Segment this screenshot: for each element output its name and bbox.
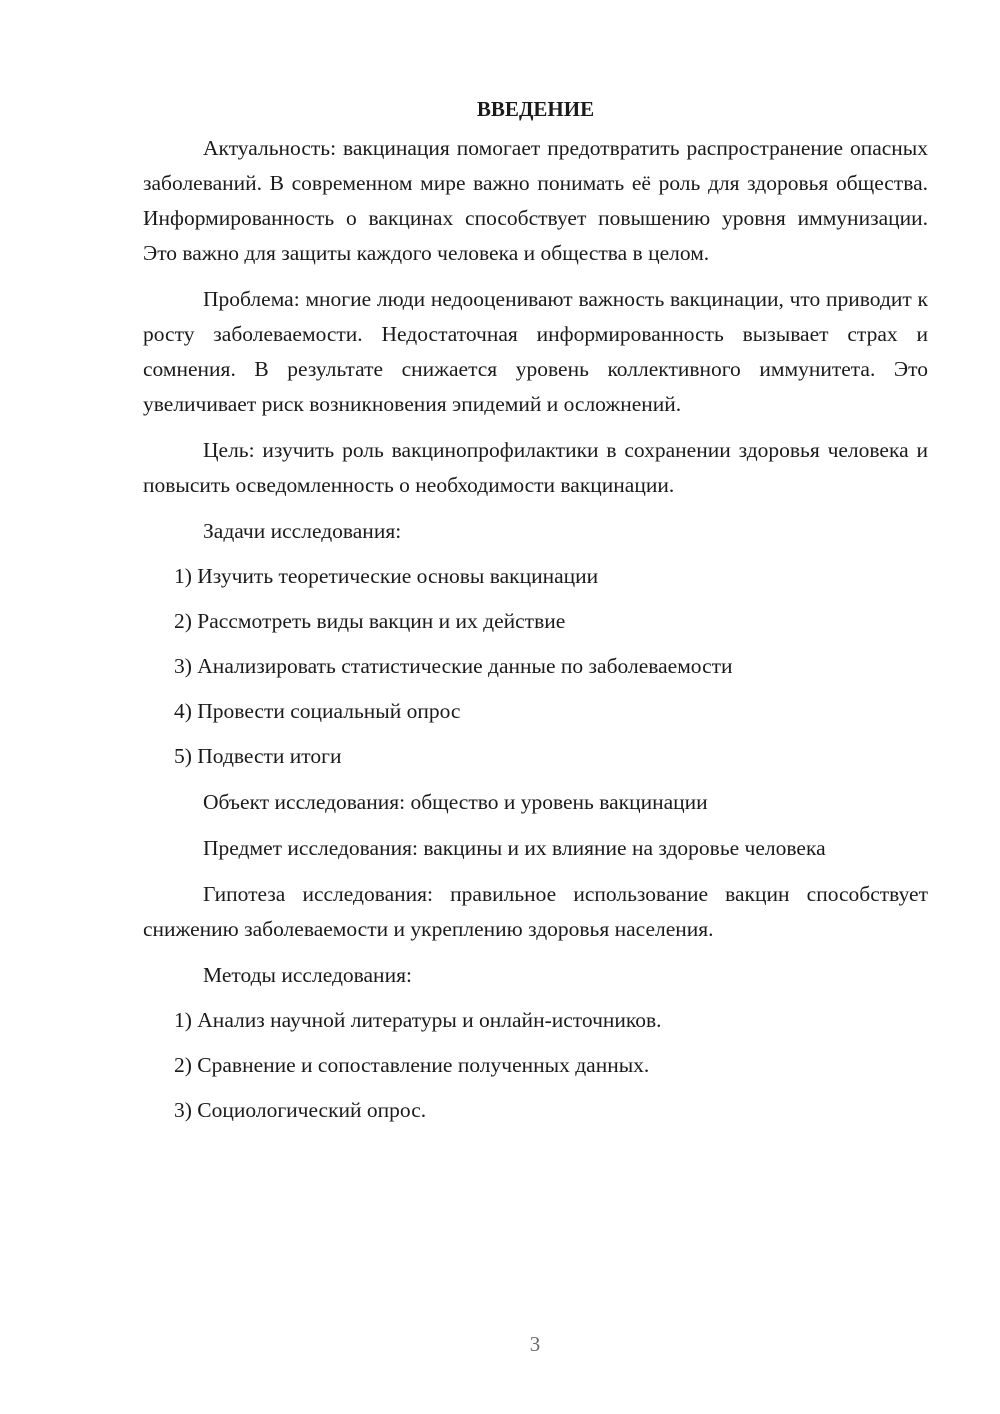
object-paragraph: Объект исследования: общество и уровень вакцинации (203, 790, 708, 814)
hypothesis-paragraph: Гипотеза исследования: правильное использование вакцин способствует снижению заболеваемости и укреплению здоровья населения. (143, 882, 928, 941)
page-number: 3 (529, 1332, 541, 1356)
list-item: 5) Подвести итоги (174, 744, 342, 768)
problem-paragraph: Проблема: многие люди недооценивают важность вакцинации, что приводит к росту заболеваемости. Недостаточная информированность вызывает страх и сомнения. В результате снижается уровень коллективного иммунитета. Это увеличивает риск возникновения эпидемий и осложнений. (143, 287, 928, 416)
tasks-heading: Задачи исследования: (203, 519, 402, 543)
list-item: 2) Сравнение и сопоставление полученных данных. (174, 1053, 650, 1077)
tasks-list (143, 559, 928, 774)
list-item: 3) Анализировать статистические данные по заболеваемости (174, 654, 733, 678)
list-item: 1) Изучить теоретические основы вакцинации (174, 564, 599, 588)
methods-list (143, 1003, 928, 1128)
section-title: ВВЕДЕНИЕ (476, 97, 595, 121)
list-item: 2) Рассмотреть виды вакцин и их действие (174, 609, 566, 633)
document-page (143, 92, 928, 1128)
subject-paragraph: Предмет исследования: вакцины и их влияние на здоровье человека (203, 836, 826, 860)
list-item: 3) Социологический опрос. (174, 1098, 427, 1122)
list-item: 1) Анализ научной литературы и онлайн-источников. (174, 1008, 662, 1032)
relevance-paragraph: Актуальность: вакцинация помогает предотвратить распространение опасных заболеваний. В современном мире важно понимать её роль для здоровья общества. Информированность о вакцинах способствует повышению уровня иммунизации. Это важно для защиты каждого человека и общества в целом. (143, 136, 928, 265)
methods-heading: Методы исследования: (203, 963, 412, 987)
goal-paragraph: Цель: изучить роль вакцинопрофилактики в сохранении здоровья человека и повысить осведомленность о необходимости вакцинации. (143, 438, 928, 497)
list-item: 4) Провести социальный опрос (174, 699, 461, 723)
